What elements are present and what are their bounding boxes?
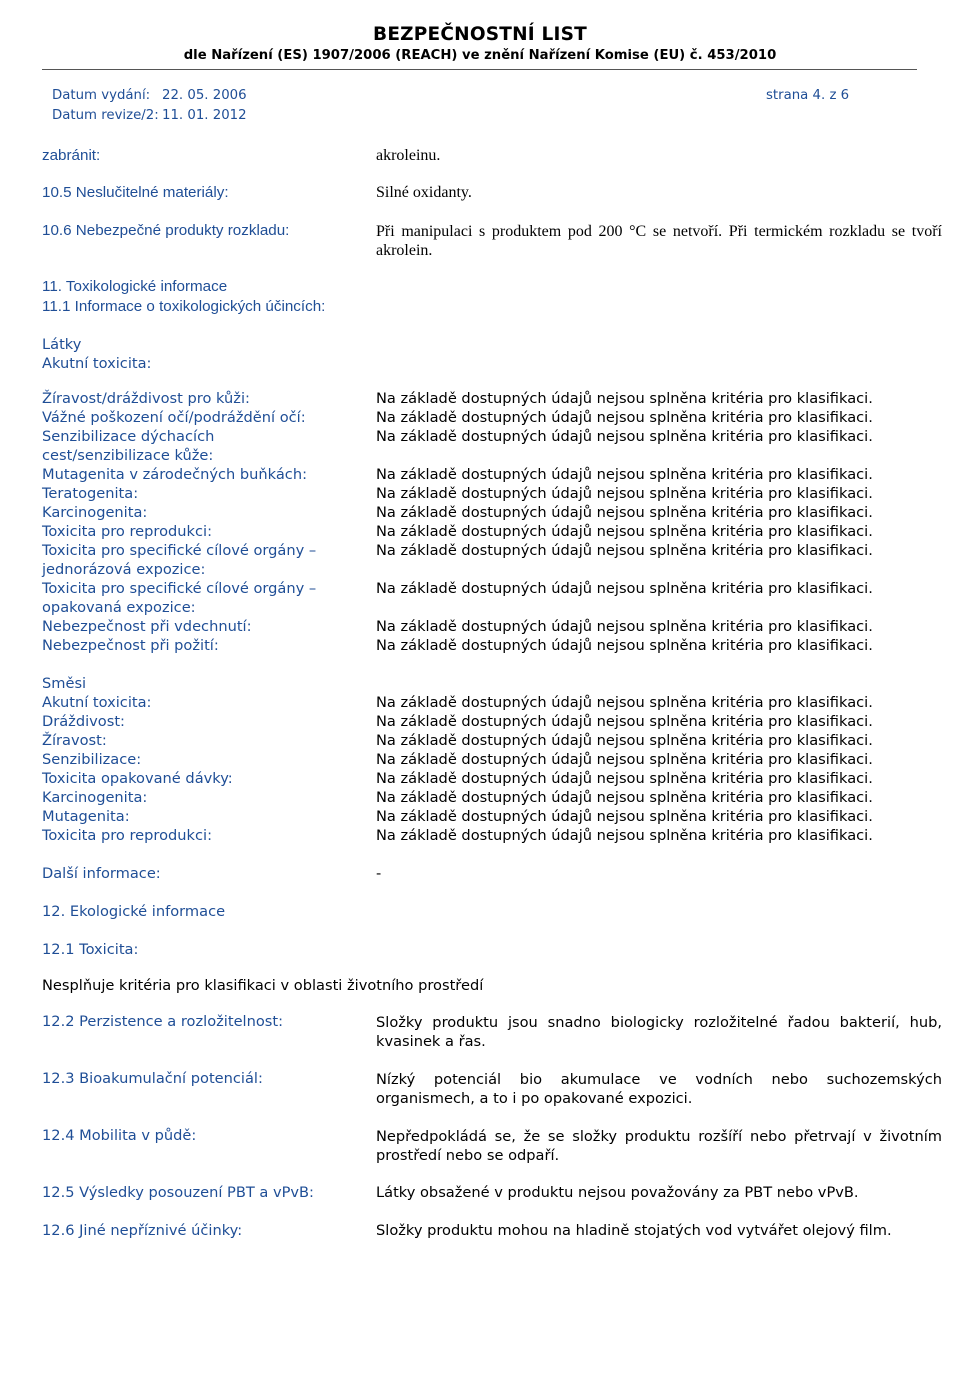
substance-value: Na základě dostupných údajů nejsou splněna kritéria pro klasifikaci.: [376, 428, 873, 445]
issue-date-label: Datum vydání:: [52, 88, 151, 103]
soil-mobility-value: Nepředpokládá se, že se složky produktu rozšíří nebo přetrvají v životním prostředí nebo se odpaří.: [376, 1128, 942, 1164]
mixture-label: Žíravost:: [42, 732, 107, 749]
bioaccumulation-label: 12.3 Bioakumulační potenciál:: [42, 1070, 263, 1087]
mixtures-label: Směsi: [42, 675, 87, 692]
other-info-label: Další informace:: [42, 865, 161, 882]
section-12-heading: 12. Ekologické informace: [42, 903, 226, 920]
substance-value: Na základě dostupných údajů nejsou splněna kritéria pro klasifikaci.: [376, 618, 873, 635]
mixture-value: Na základě dostupných údajů nejsou splněna kritéria pro klasifikaci.: [376, 694, 873, 711]
mixture-value: Na základě dostupných údajů nejsou splněna kritéria pro klasifikaci.: [376, 789, 873, 806]
substance-value: Na základě dostupných údajů nejsou splněna kritéria pro klasifikaci.: [376, 485, 873, 502]
soil-mobility-label: 12.4 Mobilita v půdě:: [42, 1127, 197, 1144]
mixture-label: Toxicita opakované dávky:: [42, 770, 233, 787]
substance-value: Na základě dostupných údajů nejsou splněna kritéria pro klasifikaci.: [376, 542, 873, 559]
mixture-label: Mutagenita:: [42, 808, 130, 825]
revision-date-label: Datum revize/2:: [52, 108, 159, 123]
mixture-value: Na základě dostupných údajů nejsou splněna kritéria pro klasifikaci.: [376, 732, 873, 749]
acute-toxicity-label: Akutní toxicita:: [42, 355, 152, 372]
substance-label: opakovaná expozice:: [42, 599, 196, 616]
substance-value: Na základě dostupných údajů nejsou splněna kritéria pro klasifikaci.: [376, 466, 873, 483]
substance-value: Na základě dostupných údajů nejsou splněna kritéria pro klasifikaci.: [376, 523, 873, 540]
substance-label: Mutagenita v zárodečných buňkách:: [42, 466, 307, 483]
header-divider: [42, 69, 917, 70]
pbt-assessment-value: Látky obsažené v produktu nejsou považovány za PBT nebo vPvB.: [376, 1184, 859, 1201]
hazardous-products-value: Při manipulaci s produktem pod 200 °C se netvoří. Při termickém rozkladu se tvoří akrolein.: [376, 223, 942, 259]
page-number: strana 4. z 6: [766, 88, 850, 103]
issue-date: 22. 05. 2006: [162, 88, 247, 103]
toxicity-label: 12.1 Toxicita:: [42, 941, 139, 958]
substance-label: jednorázová expozice:: [42, 561, 206, 578]
other-effects-label: 12.6 Jiné nepříznivé účinky:: [42, 1222, 243, 1239]
other-effects-value: Složky produktu mohou na hladině stojatých vod vytvářet olejový film.: [376, 1222, 892, 1239]
hazardous-products-label: 10.6 Nebezpečné produkty rozkladu:: [42, 222, 290, 239]
incompatible-materials-label: 10.5 Neslučitelné materiály:: [42, 184, 229, 201]
avoid-label: zabránit:: [42, 147, 101, 164]
other-info-value: -: [376, 865, 382, 882]
mixture-label: Senzibilizace:: [42, 751, 142, 768]
persistence-label: 12.2 Perzistence a rozložitelnost:: [42, 1013, 284, 1030]
substances-label: Látky: [42, 336, 82, 353]
mixture-label: Toxicita pro reprodukci:: [42, 827, 212, 844]
mixture-value: Na základě dostupných údajů nejsou splněna kritéria pro klasifikaci.: [376, 713, 873, 730]
mixture-value: Na základě dostupných údajů nejsou splněna kritéria pro klasifikaci.: [376, 751, 873, 768]
section-11-heading: 11. Toxikologické informace: [42, 278, 228, 295]
substance-value: Na základě dostupných údajů nejsou splněna kritéria pro klasifikaci.: [376, 504, 873, 521]
substance-label: Toxicita pro specifické cílové orgány –: [42, 542, 317, 559]
substance-label: Toxicita pro specifické cílové orgány –: [42, 580, 317, 597]
mixture-value: Na základě dostupných údajů nejsou splněna kritéria pro klasifikaci.: [376, 827, 873, 844]
document-title: BEZPEČNOSTNÍ LIST: [373, 24, 587, 45]
pbt-assessment-label: 12.5 Výsledky posouzení PBT a vPvB:: [42, 1184, 314, 1201]
mixture-label: Karcinogenita:: [42, 789, 148, 806]
revision-date: 11. 01. 2012: [162, 108, 247, 123]
substance-label: Nebezpečnost při požití:: [42, 637, 219, 654]
mixture-label: Akutní toxicita:: [42, 694, 152, 711]
mixture-value: Na základě dostupných údajů nejsou splněna kritéria pro klasifikaci.: [376, 770, 873, 787]
substance-value: Na základě dostupných údajů nejsou splněna kritéria pro klasifikaci.: [376, 409, 873, 426]
substance-label: cest/senzibilizace kůže:: [42, 447, 214, 464]
toxicity-text: Nesplňuje kritéria pro klasifikaci v oblasti životního prostředí: [42, 977, 484, 994]
substance-label: Žíravost/dráždivost pro kůži:: [42, 390, 250, 407]
substance-value: Na základě dostupných údajů nejsou splněna kritéria pro klasifikaci.: [376, 390, 873, 407]
section-11-1-heading: 11.1 Informace o toxikologických účincích:: [42, 298, 326, 315]
substance-label: Toxicita pro reprodukci:: [42, 523, 212, 540]
substance-label: Nebezpečnost při vdechnutí:: [42, 618, 252, 635]
persistence-value: Složky produktu jsou snadno biologicky rozložitelné řadou bakterií, hub, kvasinek a řas.: [376, 1014, 942, 1050]
mixture-value: Na základě dostupných údajů nejsou splněna kritéria pro klasifikaci.: [376, 808, 873, 825]
substance-label: Teratogenita:: [42, 485, 139, 502]
avoid-value: akroleinu.: [376, 147, 441, 164]
substance-label: Vážné poškození očí/podráždění očí:: [42, 409, 306, 426]
substance-label: Senzibilizace dýchacích: [42, 428, 215, 445]
substance-label: Karcinogenita:: [42, 504, 148, 521]
incompatible-materials-value: Silné oxidanty.: [376, 184, 472, 201]
document-subtitle: dle Nařízení (ES) 1907/2006 (REACH) ve znění Nařízení Komise (EU) č. 453/2010: [183, 48, 777, 63]
substance-value: Na základě dostupných údajů nejsou splněna kritéria pro klasifikaci.: [376, 580, 873, 597]
bioaccumulation-value: Nízký potenciál bio akumulace ve vodních nebo suchozemských organismech, a to i po opakované expozici.: [376, 1071, 942, 1107]
substance-value: Na základě dostupných údajů nejsou splněna kritéria pro klasifikaci.: [376, 637, 873, 654]
mixture-label: Dráždivost:: [42, 713, 125, 730]
